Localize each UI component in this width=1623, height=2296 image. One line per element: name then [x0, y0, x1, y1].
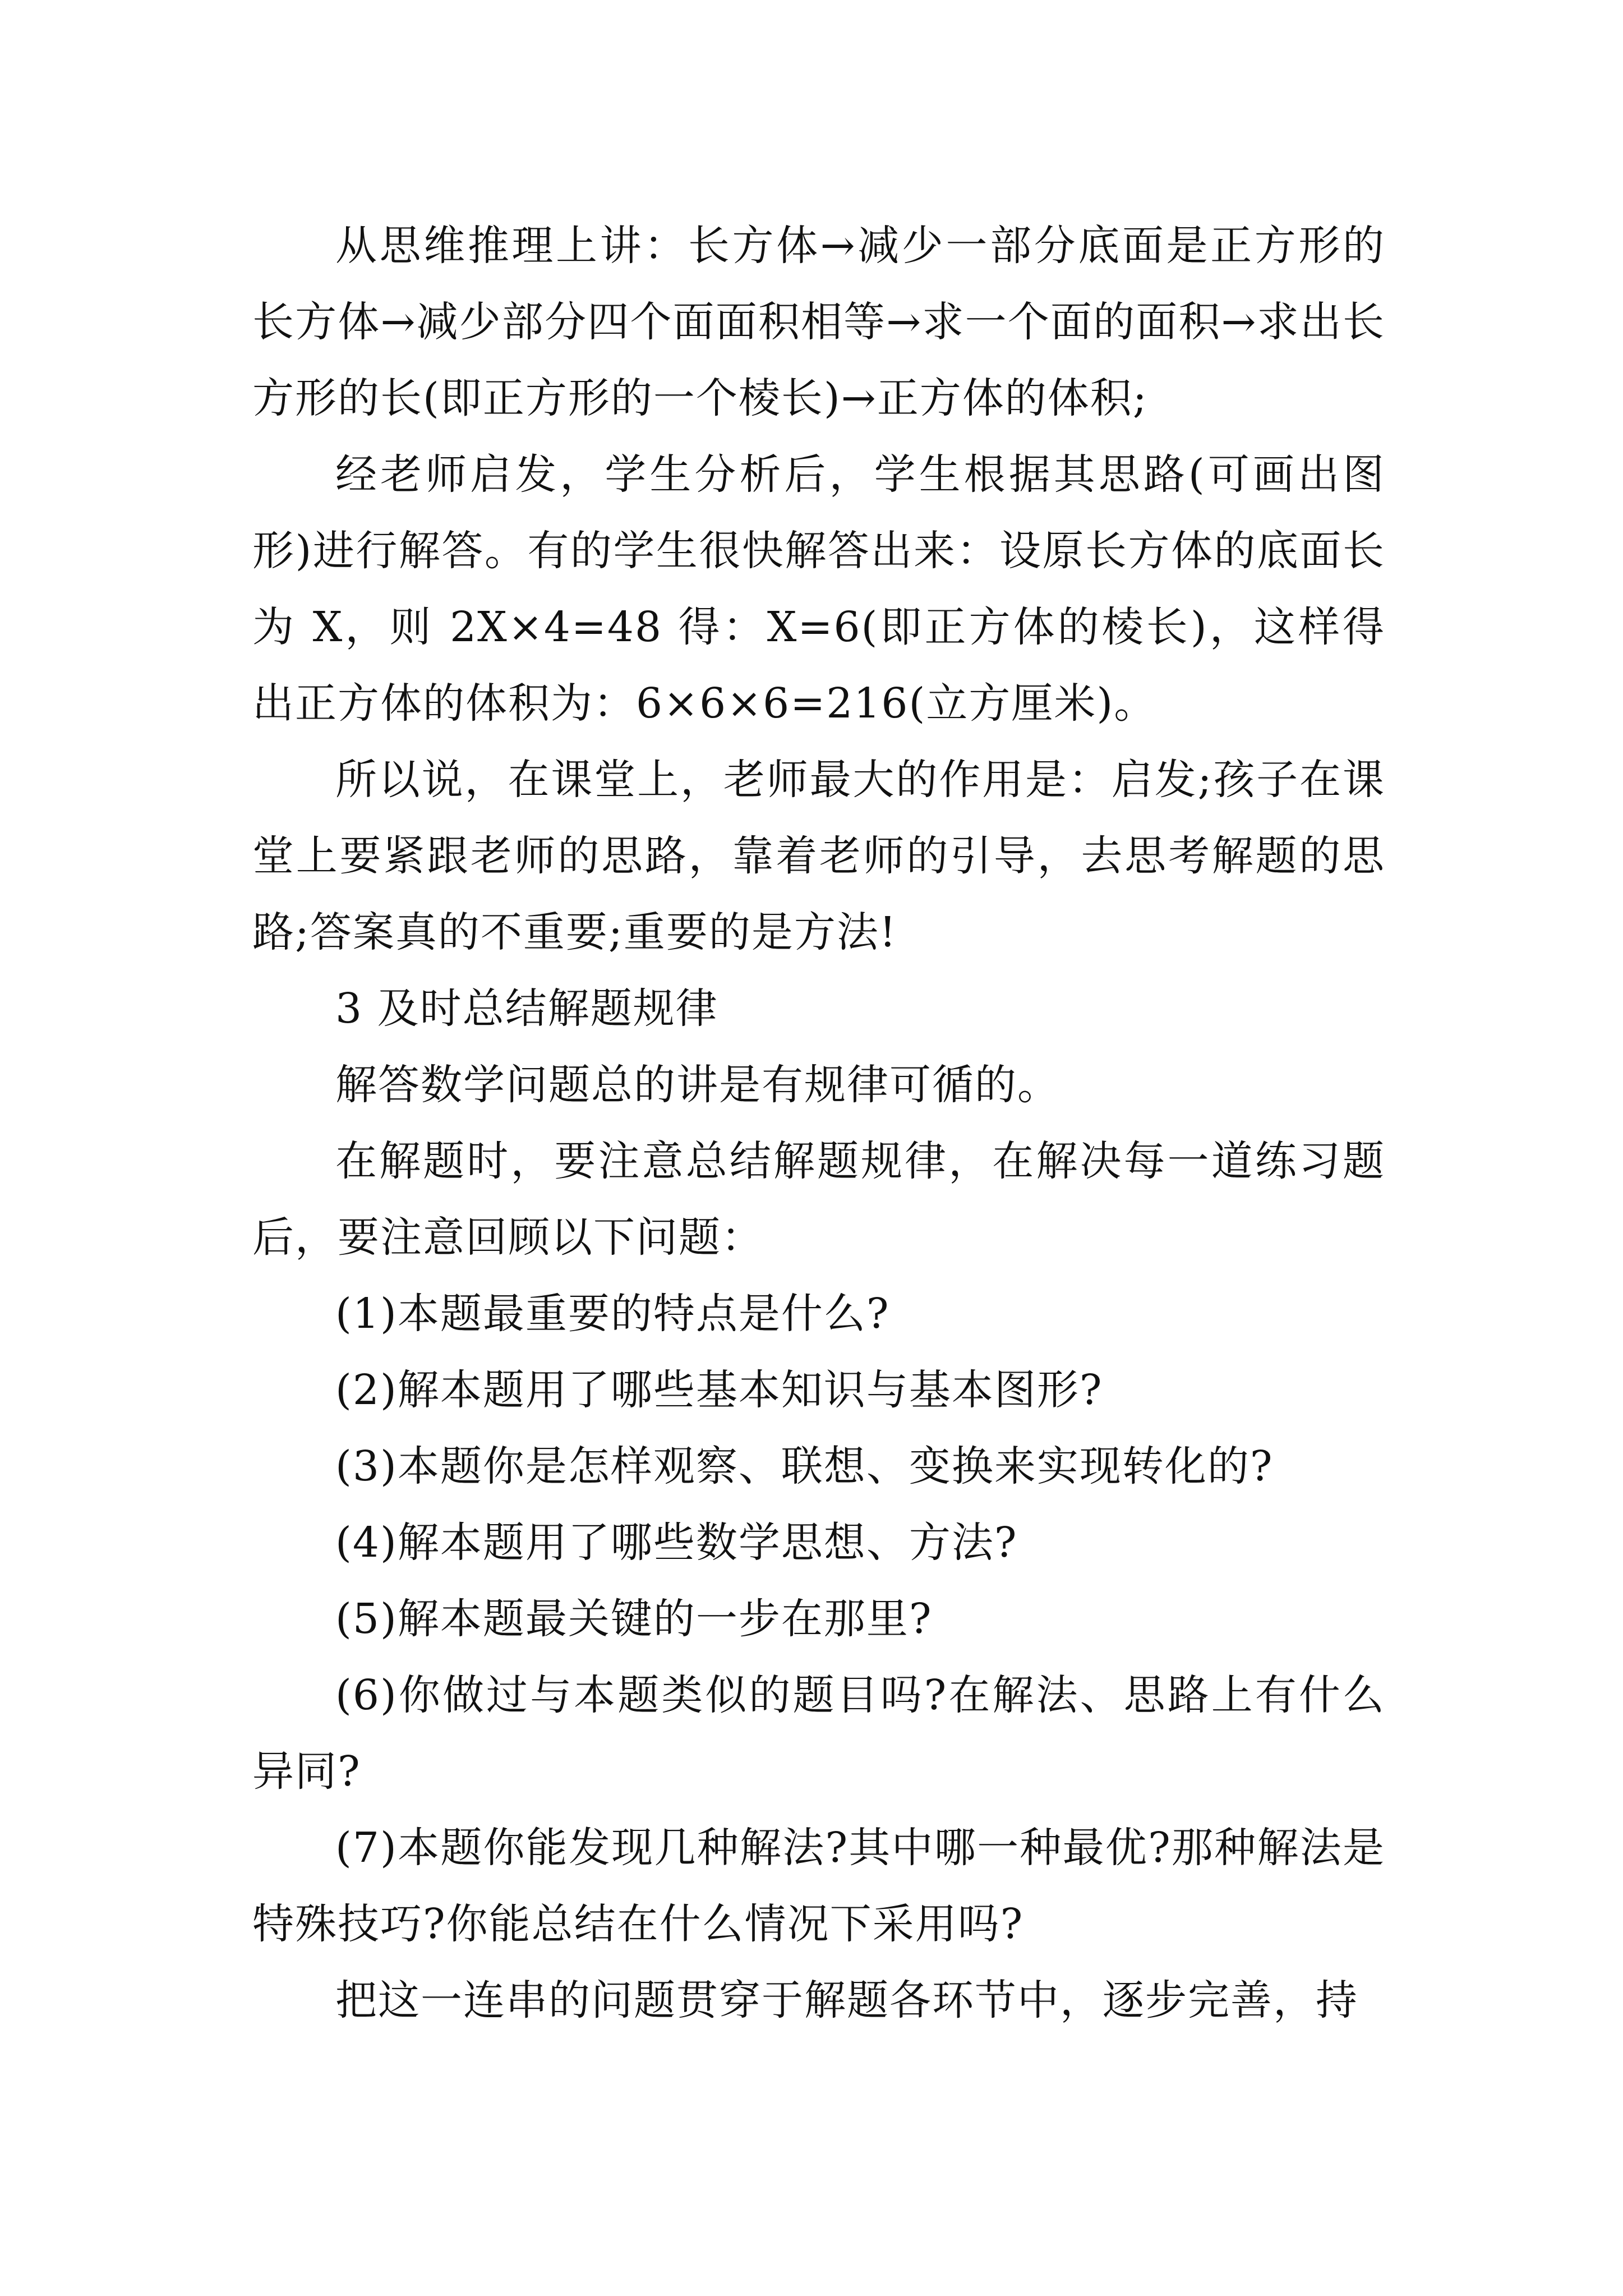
question-item-2: (2)解本题用了哪些基本知识与基本图形?	[335, 1366, 1103, 1414]
question-item-5: (5)解本题最关键的一步在那里?	[335, 1595, 933, 1643]
paragraph-student-solution: 经老师启发，学生分析后，学生根据其思路(可画出图形)进行解答。有的学生很快解答出来：设原长方体的底面长为 X，则 2X×4=48 得：X=6(即正方体的棱长)，这样得出正方体的体积为：6×6×6=216(立方厘米)。	[252, 450, 1385, 728]
paragraph-closing: 把这一连串的问题贯穿于解题各环节中，逐步完善，持	[335, 1976, 1358, 2024]
question-item-1: (1)本题最重要的特点是什么?	[335, 1290, 890, 1338]
paragraph-review-intro: 在解题时，要注意总结解题规律，在解决每一道练习题后，要注意回顾以下问题：	[252, 1137, 1385, 1262]
paragraph-reasoning-chain: 从思维推理上讲：长方体→减少一部分底面是正方形的长方体→减少部分四个面面积相等→求一个面的面积→求出长方形的长(即正方形的一个棱长)→正方体的体积;	[252, 222, 1385, 422]
question-item-6: (6)你做过与本题类似的题目吗?在解法、思路上有什么异同?	[252, 1671, 1385, 1796]
paragraph-teacher-role: 所以说，在课堂上，老师最大的作用是：启发;孩子在课堂上要紧跟老师的思路，靠着老师的引导，去思考解题的思路;答案真的不重要;重要的是方法!	[252, 756, 1385, 956]
question-item-7: (7)本题你能发现几种解法?其中哪一种最优?那种解法是特殊技巧?你能总结在什么情况下采用吗?	[252, 1824, 1385, 1948]
question-item-3: (3)本题你是怎样观察、联想、变换来实现转化的?	[335, 1442, 1274, 1490]
body-text	[252, 208, 1385, 2039]
section-heading: 3 及时总结解题规律	[335, 984, 718, 1033]
question-item-4: (4)解本题用了哪些数学思想、方法?	[335, 1519, 1018, 1567]
paragraph-rules: 解答数学问题总的讲是有规律可循的。	[335, 1061, 1060, 1109]
